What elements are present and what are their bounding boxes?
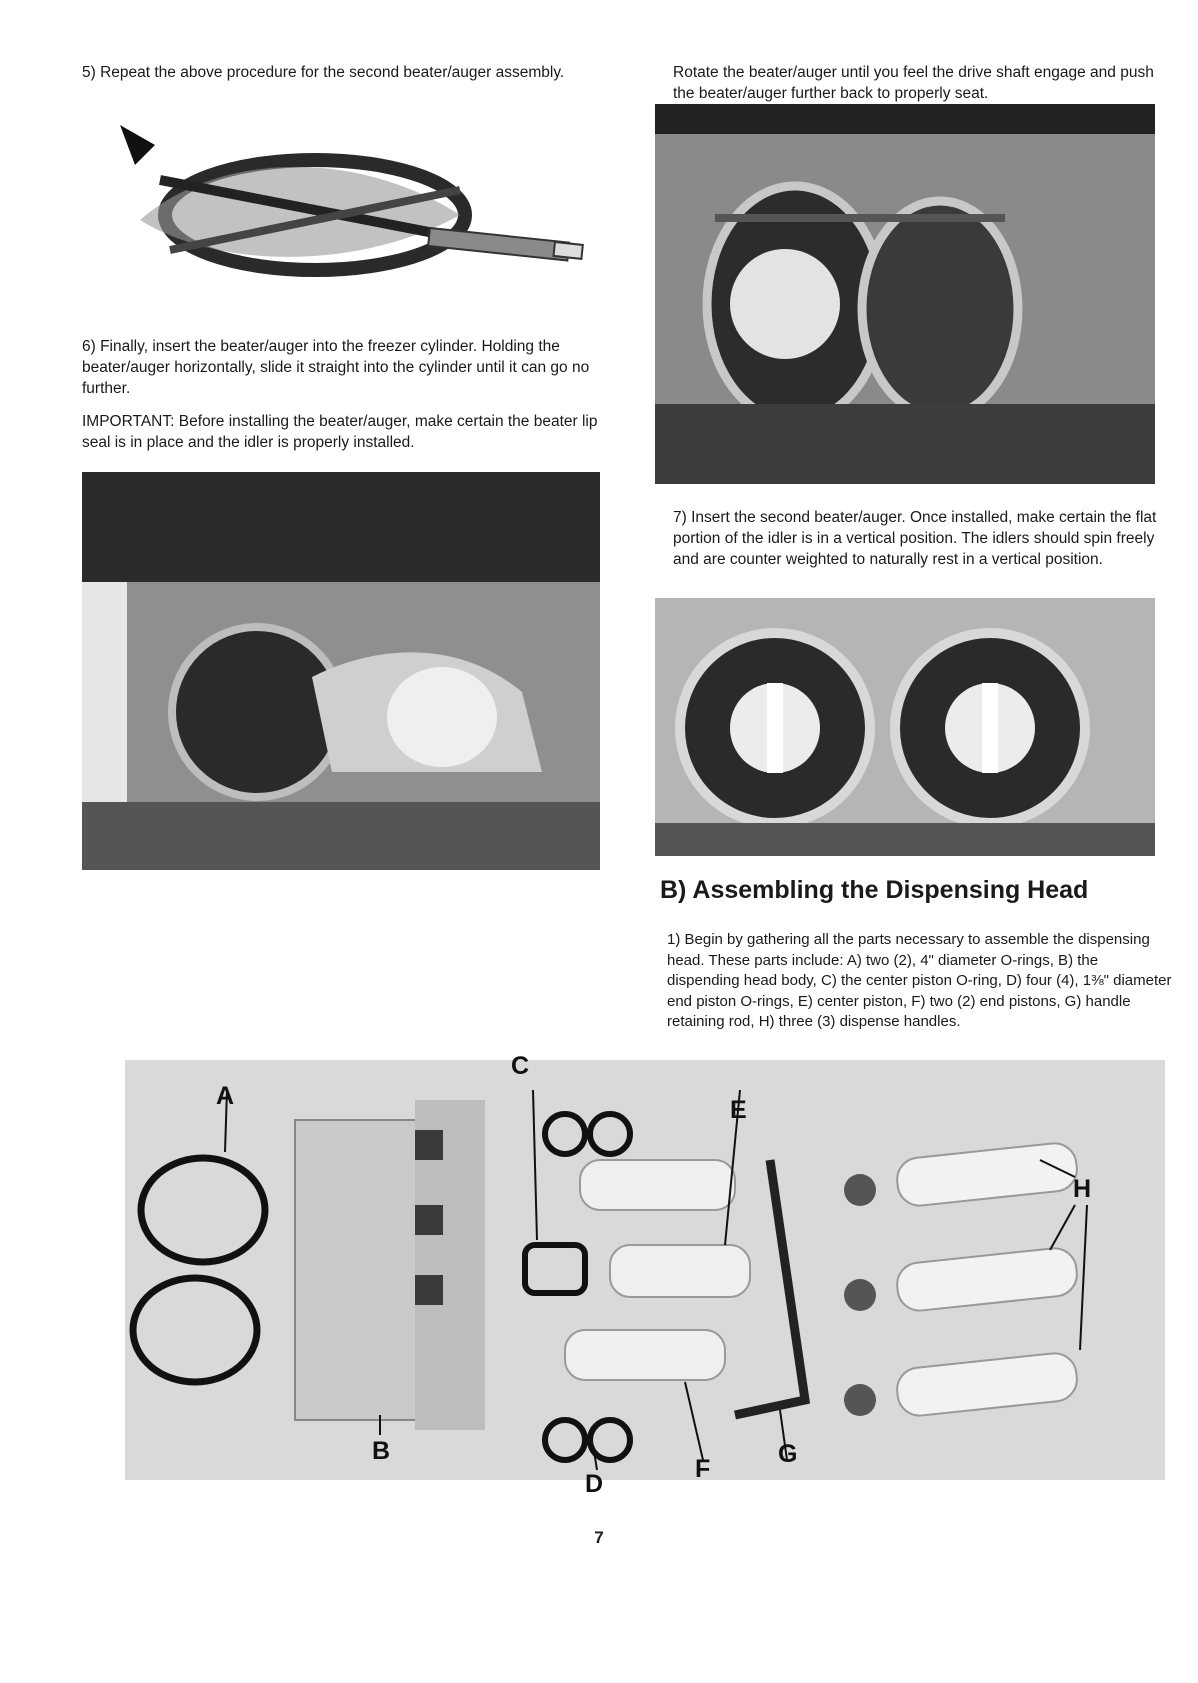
rotate-text [673, 62, 1173, 104]
insert-beater-photo [82, 472, 600, 870]
step-6: 6) Finally, insert the beater/auger into the freezer cylinder. Holding the beater/auger horizontally, slide it straight into the cylinder until it can go no further. [82, 338, 590, 397]
step-5: 5) Repeat the above procedure for the second beater/auger assembly. [82, 64, 565, 81]
rotate-instruction: Rotate the beater/auger until you feel the drive shaft engage and push the beater/auger further back to properly seat. [673, 64, 1154, 102]
section-b-step-1-text [667, 930, 1172, 1033]
important-note: IMPORTANT: Before installing the beater/auger, make certain the beater lip seal is in place and the idler is properly installed. [82, 413, 598, 451]
step-5-text [82, 62, 602, 83]
section-b-step-1: 1) Begin by gathering all the parts necessary to assemble the dispensing head. These parts include: A) two (2), 4" diameter O-rings, B) the dispending head body, C) the center piston O-ring, D) four (4), 1⅜" diameter end piston O-rings, E) center piston, F) two (2) end pistons, G) handle retaining rod, H) three (3) dispense handles. [667, 931, 1172, 1030]
beater-auger-photo [100, 120, 595, 295]
part-label-f: F [695, 1455, 711, 1483]
step-7-text [673, 507, 1173, 570]
dispensing-head-parts-photo [125, 1060, 1165, 1480]
part-label-c: C [511, 1052, 530, 1080]
page-number: 7 [594, 1528, 604, 1547]
part-label-a: A [216, 1082, 235, 1110]
part-label-e: E [730, 1096, 747, 1124]
part-label-d: D [585, 1470, 604, 1498]
step-7: 7) Insert the second beater/auger. Once installed, make certain the flat portion of the idler is in a vertical position. The idlers should spin freely and are counter weighted to naturally rest in a vertical position. [673, 509, 1157, 568]
part-label-b: B [372, 1437, 391, 1465]
section-heading: B) Assembling the Dispensing Head [660, 876, 1089, 904]
part-label-h: H [1073, 1175, 1092, 1203]
step-6-text [82, 336, 602, 453]
idlers-photo [655, 598, 1155, 856]
rotate-beater-photo [655, 104, 1155, 484]
part-label-g: G [778, 1440, 798, 1468]
